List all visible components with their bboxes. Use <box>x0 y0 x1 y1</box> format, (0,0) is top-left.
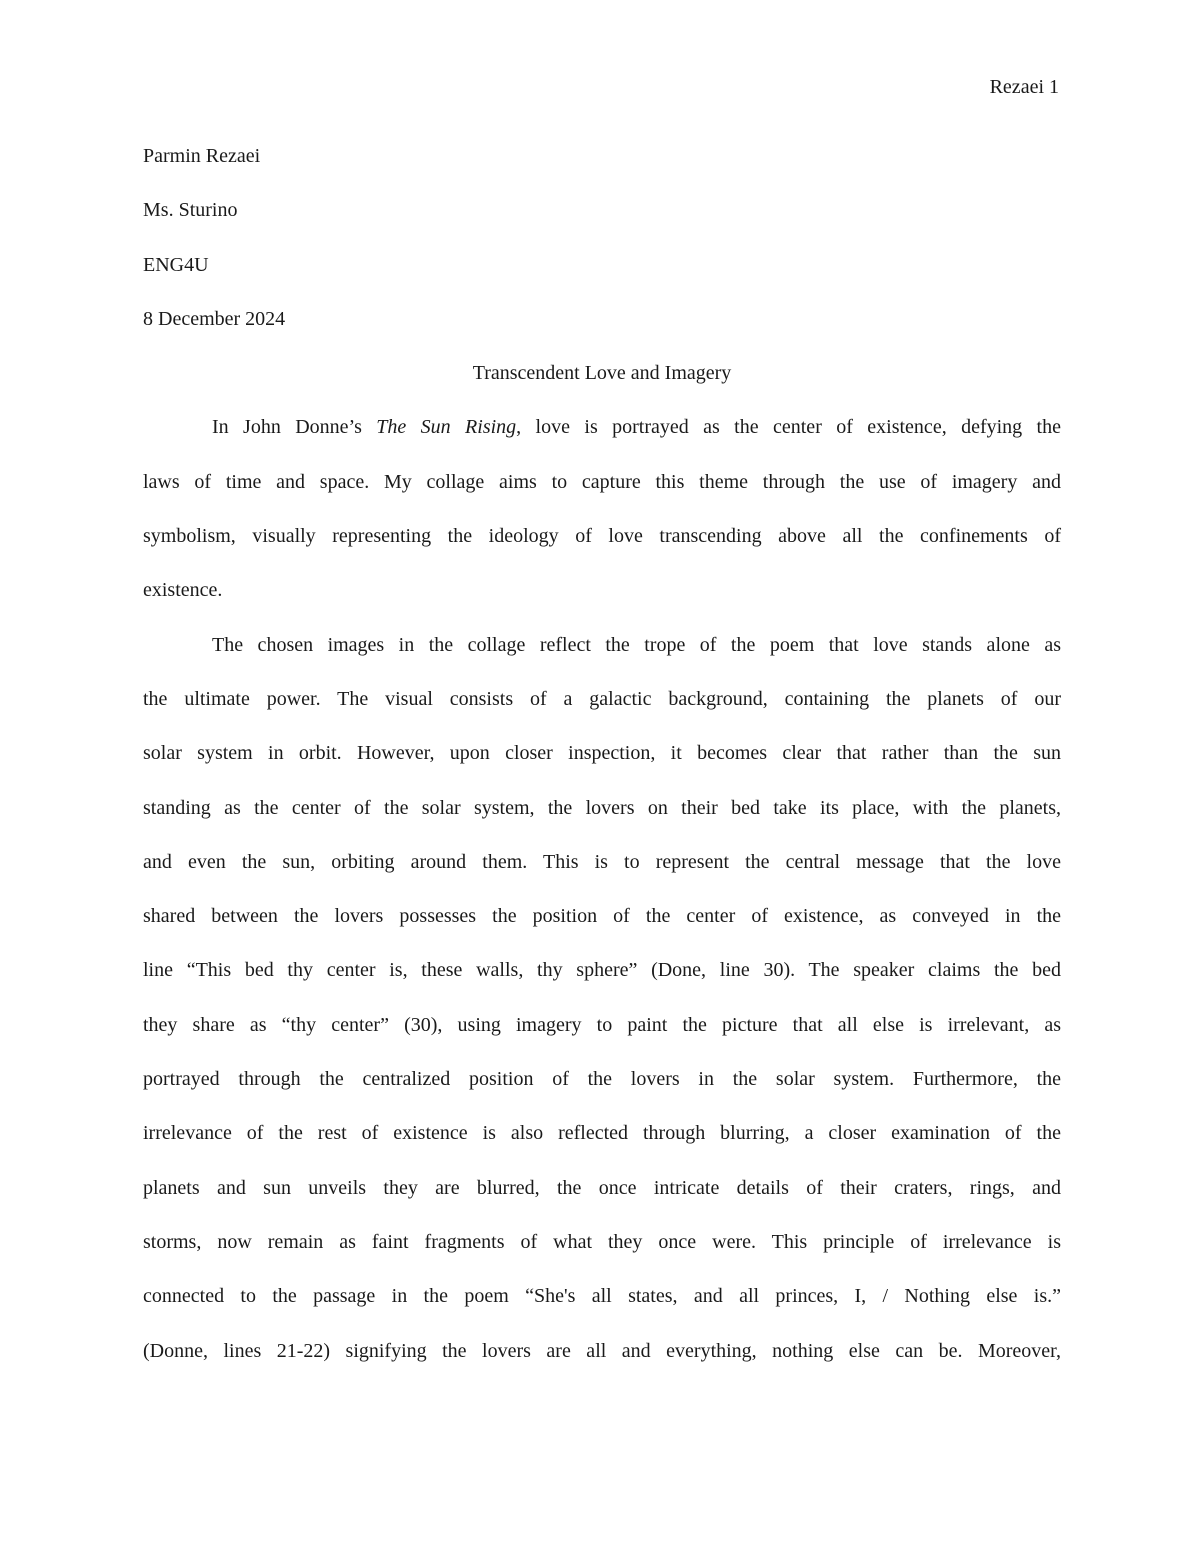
poem-title: The Sun Rising <box>376 416 517 439</box>
paragraph-line: shared between the lovers possesses the position of the center of existence, as conveyed in the <box>143 905 1061 928</box>
paragraph-2 <box>143 632 1061 1392</box>
course-code: ENG4U <box>143 253 209 276</box>
paragraph-line: the ultimate power. The visual consists of a galactic background, containing the planets of our <box>143 687 1061 710</box>
paragraph-line <box>143 414 1061 468</box>
paragraph-line: planets and sun unveils they are blurred, the once intricate details of their craters, rings, and <box>143 1176 1061 1199</box>
paragraph-line: and even the sun, orbiting around them. This is to represent the central message that the love <box>143 850 1061 873</box>
essay-date: 8 December 2024 <box>143 307 286 330</box>
text-run: , love is portrayed as the center of existence, defying the <box>516 416 1061 439</box>
teacher-name: Ms. Sturino <box>143 199 238 222</box>
paragraph-line: line “This bed thy center is, these walls, thy sphere” (Done, line 30). The speaker claims the bed <box>143 959 1061 982</box>
paragraph-line: symbolism, visually representing the ideology of love transcending above all the confinements of <box>143 525 1061 548</box>
running-header: Rezaei 1 <box>989 76 1059 98</box>
student-name: Parmin Rezaei <box>143 145 261 167</box>
paragraph-line: irrelevance of the rest of existence is also reflected through blurring, a closer examination of the <box>143 1122 1061 1145</box>
paragraph-line: The chosen images in the collage reflect the trope of the poem that love stands alone as <box>212 633 1061 656</box>
paragraph-line: portrayed through the centralized position of the lovers in the solar system. Furthermore, the <box>143 1068 1061 1091</box>
essay-body <box>143 143 1061 1392</box>
paragraph-1 <box>143 414 1061 631</box>
paragraph-line: laws of time and space. My collage aims to capture this theme through the use of imagery and <box>143 470 1061 493</box>
paragraph-line: they share as “thy center” (30), using imagery to paint the picture that all else is irrelevant, as <box>143 1013 1061 1036</box>
paragraph-line: existence. <box>143 579 223 602</box>
paragraph-line: storms, now remain as faint fragments of what they once were. This principle of irrelevance is <box>143 1230 1061 1253</box>
paragraph-line: solar system in orbit. However, upon closer inspection, it becomes clear that rather than the sun <box>143 742 1061 765</box>
paragraph-line: (Donne, lines 21-22) signifying the lovers are all and everything, nothing else can be. Moreover, <box>143 1339 1061 1362</box>
paragraph-line: standing as the center of the solar system, the lovers on their bed take its place, with the planets, <box>143 796 1061 819</box>
paragraph-line: connected to the passage in the poem “She's all states, and all princes, I, / Nothing else is.” <box>143 1285 1061 1308</box>
text-run: In John Donne’s <box>212 416 377 439</box>
essay-title: Transcendent Love and Imagery <box>472 362 732 385</box>
